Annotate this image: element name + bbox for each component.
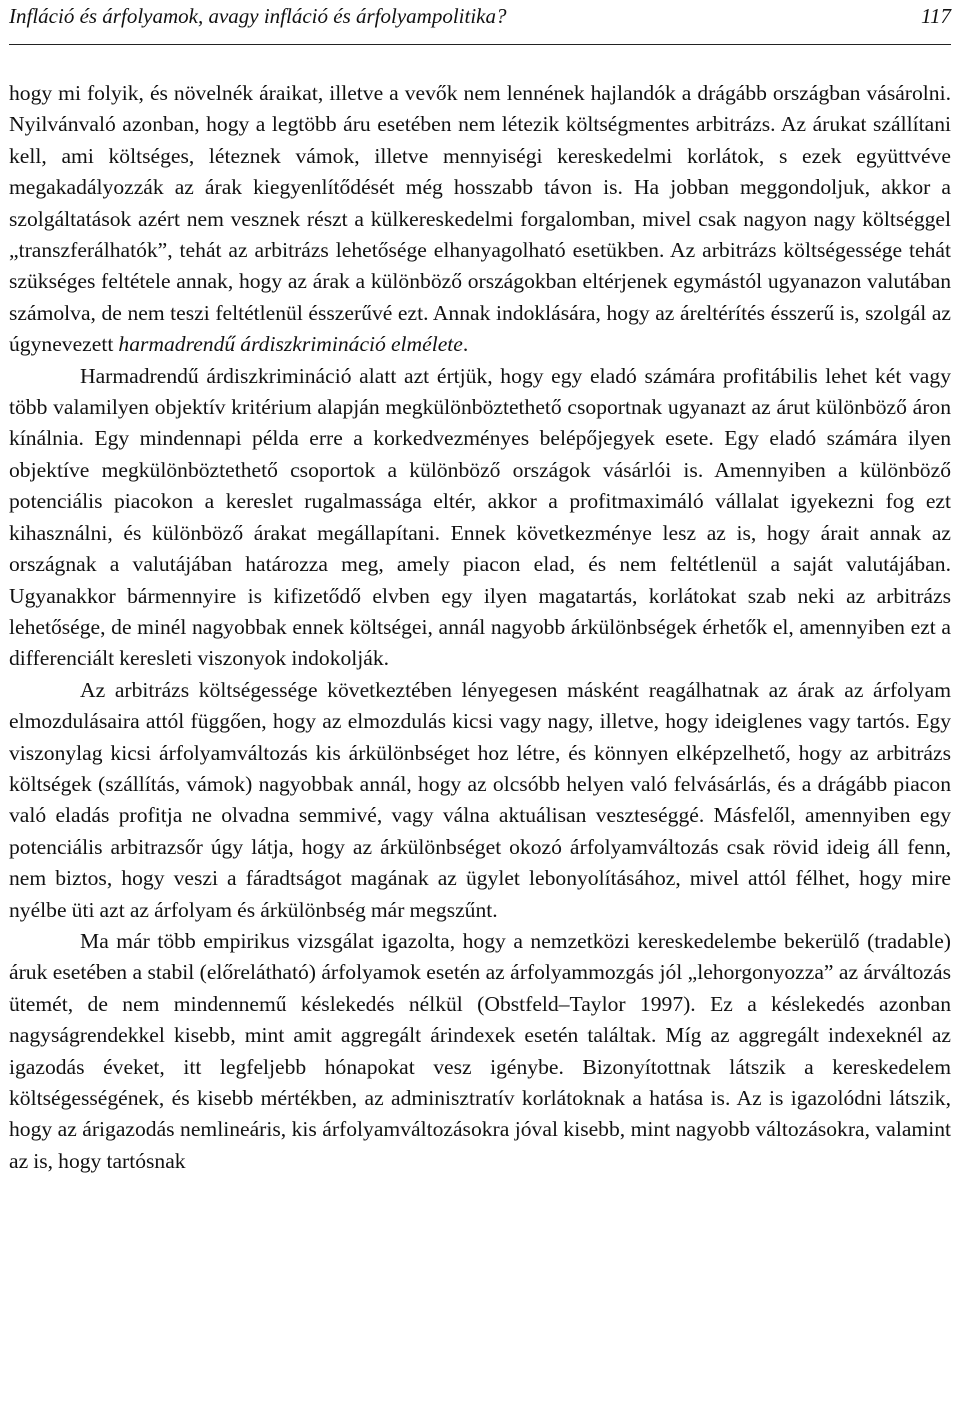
paragraph-1 bbox=[9, 78, 951, 361]
paragraph-4: Ma már több empirikus vizsgálat igazolta, hogy a nemzetközi kereskedelembe bekerülő (tradable) áruk esetében a stabil (előrelátható) árfolyamok esetén az árfolyammozgás jól „lehorgonyozza” az árváltozás ütemét, de nem mindennemű késlekedés nélkül (Obstfeld–Taylor 1997). Ez a késlekedés azonban nagyságrendekkel kisebb, mint amit aggregált árindexek esetén találtak. Míg az aggregált indexeknél az igazodás éveket, itt legfeljebb hónapokat vesz igénybe. Bizonyítottnak látszik a kereskedelem költségességének, és kisebb mértékben, az adminisztratív korlátoknak a hatása is. Az is igazolódni látszik, hogy az árigazodás nemlineáris, kis árfolyamváltozásokra jóval kisebb, mint nagyobb változásokra, valamint az is, hogy tartósnak bbox=[9, 928, 951, 1173]
paragraph-2: Harmadrendű árdiszkrimináció alatt azt értjük, hogy egy eladó számára profitábilis lehet két vagy több valamilyen objektív kritérium alapján megkülönböztethető csoportnak ugyanazt az árut különböző áron kínálnia. Egy mindennapi példa erre a korkedvezményes belépőjegyek esete. Egy eladó számára ilyen objektíve megkülönböztethető csoportok a különböző országok vásárlói is. Amennyiben a különböző potenciális piacokon a kereslet rugalmassága eltér, akkor a profitmaximáló vállalat igyekezni fog ezt kihasználni, és különböző árakat megállapítani. Ennek következménye lesz az is, hogy árait annak az országnak a valutájában határozza meg, amely piacon elad, és nem feltétlenül a saját valutájában. Ugyanakkor bármennyire is kifizetődő elvben egy ilyen magatartás, korlátokat szab neki az arbitrázs lehetősége, de minél nagyobbak ennek költségei, annál nagyobb árkülönbségek érhetők el, amennyiben ezt a differenciált keresleti viszonyok indokolják. bbox=[9, 363, 951, 671]
body-text bbox=[9, 78, 951, 1177]
paragraph-1-text: hogy mi folyik, és növelnék áraikat, illetve a vevők nem lennének hajlandók a drágább országban vásárolni. Nyilvánvaló azonban, hogy a legtöbb áru esetében nem létezik költségmentes arbitrázs. Az árukat szállítani kell, ami költséges, léteznek vámok, illetve mennyiségi kereskedelmi korlátok, s ezek együttvéve megakadályozzák az árak kiegyenlítődését még hosszabb távon is. Ha jobban meggondoljuk, akkor a szolgáltatások azért nem vesznek részt a külkereskedelmi forgalomban, mivel csak nagyon nagy költséggel „transzferálhatók”, tehát az arbitrázs lehetősége elhanyagolható esetükben. Az arbitrázs költségessége tehát szükséges feltétele annak, hogy az árak a különböző országokban eltérjenek egymástól ugyanazon valutában számolva, de nem teszi feltétlenül ésszerűvé ezt. Annak indoklására, hogy az áreltérítés ésszerű is, szolgál az úgynevezett bbox=[9, 81, 951, 357]
page-number: 117 bbox=[921, 4, 951, 28]
paragraph-1-end: . bbox=[462, 332, 469, 357]
running-title: Infláció és árfolyamok, avagy infláció és árfolyampolitika? bbox=[9, 4, 507, 28]
paragraph-3: Az arbitrázs költségessége következtében lényegesen másként reagálhatnak az árak az árfolyam elmozdulásaira attól függően, hogy az elmozdulás kicsi vagy nagy, illetve, hogy ideiglenes vagy tartós. Egy viszonylag kicsi árfolyamváltozás kis árkülönbséget hoz létre, és könnyen elképzelhető, hogy az arbitrázs költségek (szállítás, vámok) nagyobbak annál, hogy az olcsóbb helyen való felvásárlás, és a drágább piacon való eladás profitja ne olvadna semmivé, vagy válna aktuálisan veszteséggé. Másfelől, amennyiben egy potenciális arbitrazsőr úgy látja, hogy az árkülönbséget okozó árfolyamváltozás csak rövid ideig áll fenn, nem biztos, hogy veszi a fáradtságot magának az ügylet lebonyolításához, mivel attól félhet, hogy mire nyélbe üti azt az árfolyam és árkülönbség már megszűnt. bbox=[9, 677, 951, 922]
paragraph-1-emphasis: harmadrendű árdiszkrimináció elmélete bbox=[118, 332, 463, 357]
page-header bbox=[9, 0, 951, 45]
document-page bbox=[9, 0, 951, 1177]
